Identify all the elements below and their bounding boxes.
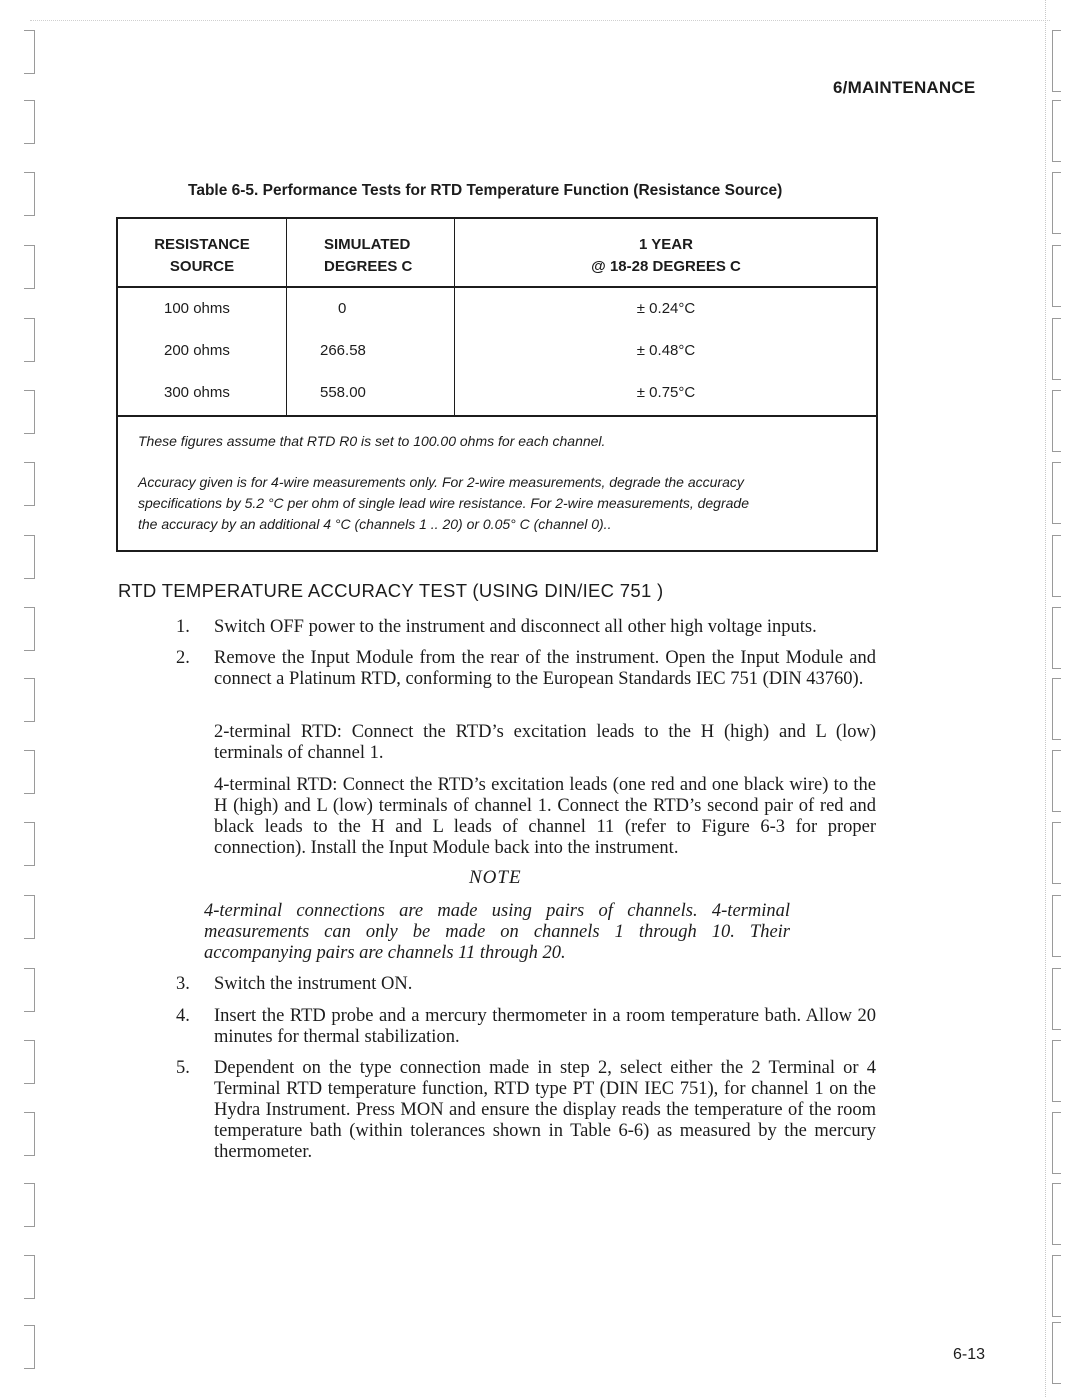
step-text: Switch OFF power to the instrument and disconnect all other high voltage inputs. <box>214 617 817 637</box>
running-header: 6/MAINTENANCE <box>833 78 976 97</box>
scan-top-edge <box>30 20 1050 21</box>
binder-mark <box>1052 318 1061 380</box>
procedure-step <box>176 648 876 711</box>
binder-mark <box>1052 535 1061 597</box>
binder-mark <box>24 1255 35 1299</box>
binder-mark <box>1052 172 1061 234</box>
table-cell-degrees: 0 <box>338 300 347 317</box>
table-cell-accuracy: ± 0.48°C <box>636 342 696 359</box>
table-cell-accuracy: ± 0.75°C <box>636 384 696 401</box>
binder-mark <box>1052 1255 1061 1317</box>
step-number: 4. <box>176 1006 190 1026</box>
column-divider <box>286 219 287 415</box>
binder-mark <box>1052 30 1061 92</box>
procedure-step <box>176 974 876 995</box>
binder-mark <box>24 462 35 506</box>
binder-mark <box>24 968 35 1012</box>
binder-mark <box>1052 607 1061 669</box>
binder-mark <box>24 30 35 74</box>
table-cell-degrees: 266.58 <box>320 342 366 359</box>
step-text: Switch the instrument ON. <box>214 974 413 994</box>
table-cell-source: 200 ohms <box>164 342 230 359</box>
table-note-r0: These figures assume that RTD R0 is set to 100.00 ohms for each channel. <box>138 433 606 449</box>
binder-mark <box>24 678 35 722</box>
binder-mark <box>24 172 35 216</box>
procedure-step <box>176 617 876 638</box>
column-header-one-year: 1 YEAR @ 18-28 DEGREES C <box>591 236 741 275</box>
four-terminal-paragraph: 4-terminal RTD: Connect the RTD’s excitation leads (one red and one black wire) to the H (high) and L (low) terminals of channel 1. Connect the RTD’s second pair of red and black leads to the H and L leads of channel 11 (refer to Figure 6-3 for proper connection). Install the Input Module back into the instrument. <box>214 775 876 858</box>
binder-mark <box>1052 1183 1061 1245</box>
procedure-step <box>176 1006 876 1048</box>
column-header-simulated: SIMULATED DEGREES C <box>324 236 413 275</box>
binder-mark <box>1052 1040 1061 1102</box>
step-number: 5. <box>176 1058 190 1078</box>
table-note-accuracy: Accuracy given is for 4-wire measurements only. For 2-wire measurements, degrade the accuracy specifications by 5.2 °C per ohm of single lead wire resistance. For 2-wire measurements, degrade the accuracy by an additional 4 °C (channels 1 .. 20) or 0.05° C (channel 0).. <box>138 474 749 532</box>
body-rule <box>118 415 876 417</box>
table-cell-accuracy: ± 0.24°C <box>636 300 696 317</box>
binder-mark <box>24 1112 35 1156</box>
binder-mark <box>24 607 35 651</box>
binder-mark <box>1052 895 1061 957</box>
binder-mark <box>1052 245 1061 307</box>
binder-mark <box>24 535 35 579</box>
binder-mark <box>24 895 35 939</box>
table-cell-degrees: 558.00 <box>320 384 366 401</box>
step-text: Remove the Input Module from the rear of the instrument. Open the Input Module and connect a Platinum RTD, conforming to the European Standards IEC 751 (DIN 43760). <box>214 648 876 689</box>
step-text: Dependent on the type connection made in step 2, select either the 2 Terminal or 4 Terminal RTD temperature function, RTD type PT (DIN IEC 751), for channel 1 on the Hydra Instrument. Press MON and ensure the display reads the temperature of the room temperature bath (within tolerances shown in Table 6-6) as measured by the mercury thermometer. <box>214 1058 876 1162</box>
binder-mark <box>24 1183 35 1227</box>
binder-mark <box>1052 1112 1061 1174</box>
note-body: 4-terminal connections are made using pairs of channels. 4-terminal measurements can only be made on channels 1 through 10. Their accompanying pairs are channels 11 through 20. <box>204 901 790 963</box>
binder-mark <box>1052 390 1061 452</box>
page-number: 6-13 <box>953 1346 986 1363</box>
column-header-resistance: RESISTANCE SOURCE <box>154 236 250 275</box>
procedure-step <box>176 1058 876 1163</box>
binder-mark <box>24 1325 35 1369</box>
binder-mark <box>1052 968 1061 1030</box>
note-title: NOTE <box>469 867 522 888</box>
binder-mark <box>1052 462 1061 524</box>
binder-mark <box>24 245 35 289</box>
step-text: Insert the RTD probe and a mercury thermometer in a room temperature bath. Allow 20 minutes for thermal stabilization. <box>214 1006 876 1047</box>
binder-mark <box>24 750 35 794</box>
binder-mark <box>1052 100 1061 162</box>
binder-mark <box>1052 750 1061 812</box>
binder-mark <box>24 390 35 434</box>
two-terminal-paragraph: 2-terminal RTD: Connect the RTD’s excitation leads to the H (high) and L (low) terminals of channel 1. <box>214 722 876 763</box>
binder-mark <box>24 1040 35 1084</box>
binder-mark <box>1052 822 1061 884</box>
header-rule <box>118 286 876 288</box>
binder-mark <box>1052 678 1061 740</box>
table-cell-source: 100 ohms <box>164 300 230 317</box>
scan-right-edge <box>1045 0 1046 1397</box>
binder-mark <box>24 100 35 144</box>
binder-mark <box>24 318 35 362</box>
step-number: 1. <box>176 617 190 637</box>
section-title: RTD TEMPERATURE ACCURACY TEST (USING DIN/IEC 751 ) <box>118 580 664 601</box>
binder-mark <box>24 822 35 866</box>
binder-mark <box>1052 1322 1061 1384</box>
step-number: 3. <box>176 974 190 994</box>
performance-table <box>116 217 878 552</box>
step-number: 2. <box>176 648 190 668</box>
table-caption: Table 6-5. Performance Tests for RTD Temperature Function (Resistance Source) <box>188 182 783 199</box>
table-cell-source: 300 ohms <box>164 384 230 401</box>
